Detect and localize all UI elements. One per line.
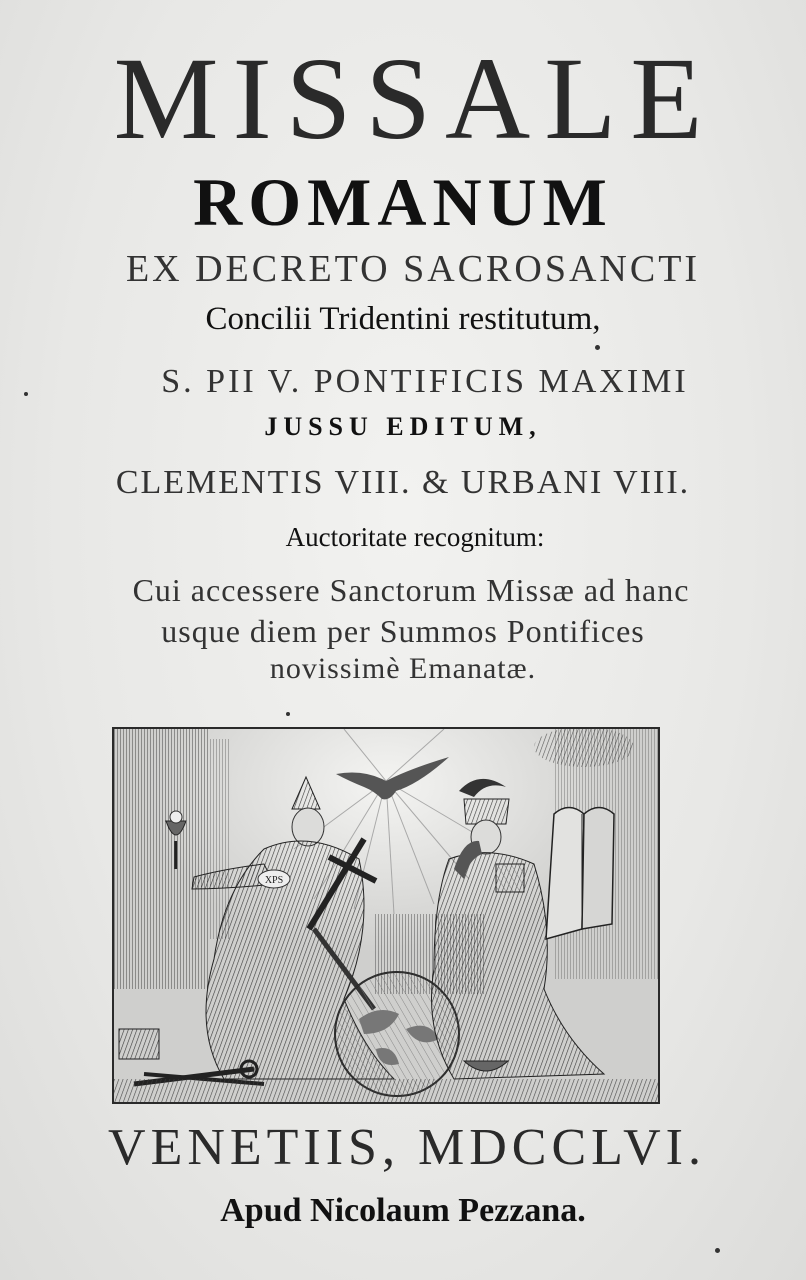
- paper-speck: [286, 712, 290, 716]
- subtitle-concilii: Concilii Tridentini restitutum,: [205, 301, 601, 337]
- engraving-illustration: [114, 729, 658, 1102]
- subtitle-jussu-editum: JUSSU EDITUM,: [264, 412, 542, 441]
- paper-speck: [24, 392, 28, 396]
- paper-speck: [715, 1248, 720, 1253]
- subtitle-pii-v: S. PII V. PONTIFICIS MAXIMI: [161, 363, 689, 400]
- subtitle-ex-decreto: EX DECRETO SACROSANCTI: [125, 248, 701, 290]
- description-line-3: novissimè Emanatæ.: [269, 652, 537, 685]
- emblem-label: XPS: [264, 875, 284, 886]
- description-line-1: Cui accessere Sanctorum Missæ ad hanc: [132, 572, 690, 608]
- subtitle-clementis: CLEMENTIS VIII. & URBANI VIII.: [115, 464, 691, 501]
- paper-speck: [595, 345, 600, 350]
- subtitle-auctoritate: Auctoritate recognitum:: [285, 522, 545, 552]
- frontispiece-engraving: [112, 727, 660, 1104]
- description-line-2: usque diem per Summos Pontifices: [161, 613, 645, 649]
- title-missale: MISSALE: [113, 33, 717, 164]
- imprint-place-date: VENETIIS, MDCCLVI.: [108, 1119, 706, 1176]
- title-romanum: ROMANUM: [193, 164, 613, 240]
- imprint-printer: Apud Nicolaum Pezzana.: [220, 1192, 586, 1229]
- pillar-left: [114, 729, 209, 989]
